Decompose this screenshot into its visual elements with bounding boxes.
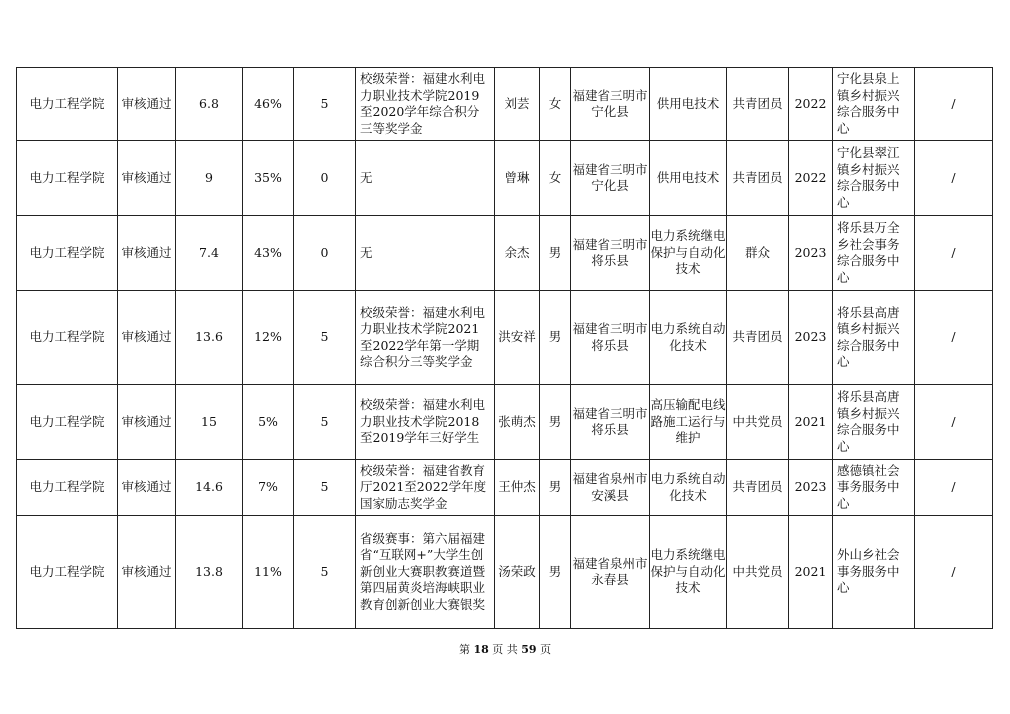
cell-review-status: 审核通过 (118, 291, 176, 385)
cell-score: 9 (176, 141, 243, 216)
table-row (17, 385, 993, 460)
cell-hometown: 福建省泉州市安溪县 (571, 460, 650, 516)
cell-college: 电力工程学院 (17, 516, 118, 629)
table-body (17, 68, 993, 629)
data-table (16, 67, 993, 629)
table-row (17, 460, 993, 516)
footer-suffix: 页 (540, 643, 552, 656)
footer-prefix: 第 (458, 643, 470, 656)
cell-college: 电力工程学院 (17, 68, 118, 141)
table-row (17, 141, 993, 216)
cell-score: 15 (176, 385, 243, 460)
cell-hometown: 福建省三明市宁化县 (571, 68, 650, 141)
cell-remarks: / (915, 516, 993, 629)
cell-review-status: 审核通过 (118, 460, 176, 516)
cell-honors: 校级荣誉：福建水利电力职业技术学院2018至2019学年三好学生 (356, 385, 495, 460)
cell-review-status: 审核通过 (118, 216, 176, 291)
cell-gender: 男 (540, 216, 571, 291)
cell-rank-percent: 11% (243, 516, 294, 629)
cell-graduation-year: 2021 (789, 516, 833, 629)
cell-gender: 女 (540, 68, 571, 141)
cell-bonus-points: 0 (294, 216, 356, 291)
cell-political-status: 共青团员 (727, 68, 789, 141)
cell-score: 6.8 (176, 68, 243, 141)
cell-major: 电力系统自动化技术 (650, 291, 727, 385)
cell-bonus-points: 5 (294, 291, 356, 385)
cell-gender: 男 (540, 460, 571, 516)
cell-rank-percent: 12% (243, 291, 294, 385)
footer-total-pages: 59 (521, 643, 537, 656)
cell-employer: 将乐县高唐镇乡村振兴综合服务中心 (833, 385, 915, 460)
cell-hometown: 福建省三明市宁化县 (571, 141, 650, 216)
cell-college: 电力工程学院 (17, 291, 118, 385)
footer-page-number: 18 (473, 643, 489, 656)
cell-graduation-year: 2021 (789, 385, 833, 460)
cell-remarks: / (915, 216, 993, 291)
cell-hometown: 福建省三明市将乐县 (571, 385, 650, 460)
cell-graduation-year: 2023 (789, 291, 833, 385)
cell-political-status: 中共党员 (727, 516, 789, 629)
cell-bonus-points: 5 (294, 68, 356, 141)
cell-graduation-year: 2022 (789, 68, 833, 141)
cell-graduation-year: 2023 (789, 216, 833, 291)
cell-score: 13.8 (176, 516, 243, 629)
cell-student-name: 刘芸 (495, 68, 540, 141)
cell-political-status: 共青团员 (727, 291, 789, 385)
cell-review-status: 审核通过 (118, 516, 176, 629)
cell-honors: 校级荣誉：福建省教育厅2021至2022学年度国家励志奖学金 (356, 460, 495, 516)
cell-bonus-points: 0 (294, 141, 356, 216)
cell-honors: 校级荣誉：福建水利电力职业技术学院2019至2020学年综合积分三等奖学金 (356, 68, 495, 141)
cell-review-status: 审核通过 (118, 385, 176, 460)
cell-student-name: 汤荣政 (495, 516, 540, 629)
cell-remarks: / (915, 460, 993, 516)
cell-hometown: 福建省三明市将乐县 (571, 291, 650, 385)
cell-bonus-points: 5 (294, 385, 356, 460)
cell-graduation-year: 2022 (789, 141, 833, 216)
cell-employer: 宁化县翠江镇乡村振兴综合服务中心 (833, 141, 915, 216)
cell-hometown: 福建省三明市将乐县 (571, 216, 650, 291)
table-row (17, 291, 993, 385)
cell-honors: 校级荣誉：福建水利电力职业技术学院2021至2022学年第一学期综合积分三等奖学金 (356, 291, 495, 385)
cell-political-status: 共青团员 (727, 460, 789, 516)
cell-remarks: / (915, 141, 993, 216)
cell-major: 电力系统自动化技术 (650, 460, 727, 516)
cell-gender: 女 (540, 141, 571, 216)
cell-political-status: 中共党员 (727, 385, 789, 460)
cell-employer: 感德镇社会事务服务中心 (833, 460, 915, 516)
table-row (17, 216, 993, 291)
cell-gender: 男 (540, 385, 571, 460)
table-row (17, 68, 993, 141)
cell-hometown: 福建省泉州市永春县 (571, 516, 650, 629)
cell-remarks: / (915, 291, 993, 385)
cell-college: 电力工程学院 (17, 216, 118, 291)
cell-major: 电力系统继电保护与自动化技术 (650, 516, 727, 629)
cell-employer: 将乐县高唐镇乡村振兴综合服务中心 (833, 291, 915, 385)
cell-remarks: / (915, 68, 993, 141)
cell-employer: 将乐县万全乡社会事务综合服务中心 (833, 216, 915, 291)
cell-major: 高压输配电线路施工运行与维护 (650, 385, 727, 460)
cell-student-name: 曾琳 (495, 141, 540, 216)
cell-score: 13.6 (176, 291, 243, 385)
cell-student-name: 张萌杰 (495, 385, 540, 460)
cell-college: 电力工程学院 (17, 141, 118, 216)
page-footer (0, 641, 1010, 657)
cell-gender: 男 (540, 516, 571, 629)
cell-major: 供用电技术 (650, 68, 727, 141)
cell-score: 14.6 (176, 460, 243, 516)
cell-review-status: 审核通过 (118, 141, 176, 216)
cell-rank-percent: 5% (243, 385, 294, 460)
cell-major: 电力系统继电保护与自动化技术 (650, 216, 727, 291)
cell-remarks: / (915, 385, 993, 460)
cell-rank-percent: 35% (243, 141, 294, 216)
table-row (17, 516, 993, 629)
cell-employer: 外山乡社会事务服务中心 (833, 516, 915, 629)
cell-student-name: 王仲杰 (495, 460, 540, 516)
cell-college: 电力工程学院 (17, 385, 118, 460)
cell-review-status: 审核通过 (118, 68, 176, 141)
cell-rank-percent: 46% (243, 68, 294, 141)
cell-bonus-points: 5 (294, 516, 356, 629)
footer-mid: 页 共 (492, 643, 518, 656)
cell-employer: 宁化县泉上镇乡村振兴综合服务中心 (833, 68, 915, 141)
cell-college: 电力工程学院 (17, 460, 118, 516)
cell-gender: 男 (540, 291, 571, 385)
cell-honors: 无 (356, 216, 495, 291)
cell-honors: 省级赛事：第六届福建省“互联网+”大学生创新创业大赛职教赛道暨第四届黄炎培海峡职业教育创新创业大赛银奖 (356, 516, 495, 629)
cell-honors: 无 (356, 141, 495, 216)
cell-rank-percent: 7% (243, 460, 294, 516)
cell-student-name: 洪安祥 (495, 291, 540, 385)
cell-political-status: 群众 (727, 216, 789, 291)
cell-major: 供用电技术 (650, 141, 727, 216)
cell-graduation-year: 2023 (789, 460, 833, 516)
cell-political-status: 共青团员 (727, 141, 789, 216)
cell-student-name: 余杰 (495, 216, 540, 291)
cell-rank-percent: 43% (243, 216, 294, 291)
cell-score: 7.4 (176, 216, 243, 291)
cell-bonus-points: 5 (294, 460, 356, 516)
